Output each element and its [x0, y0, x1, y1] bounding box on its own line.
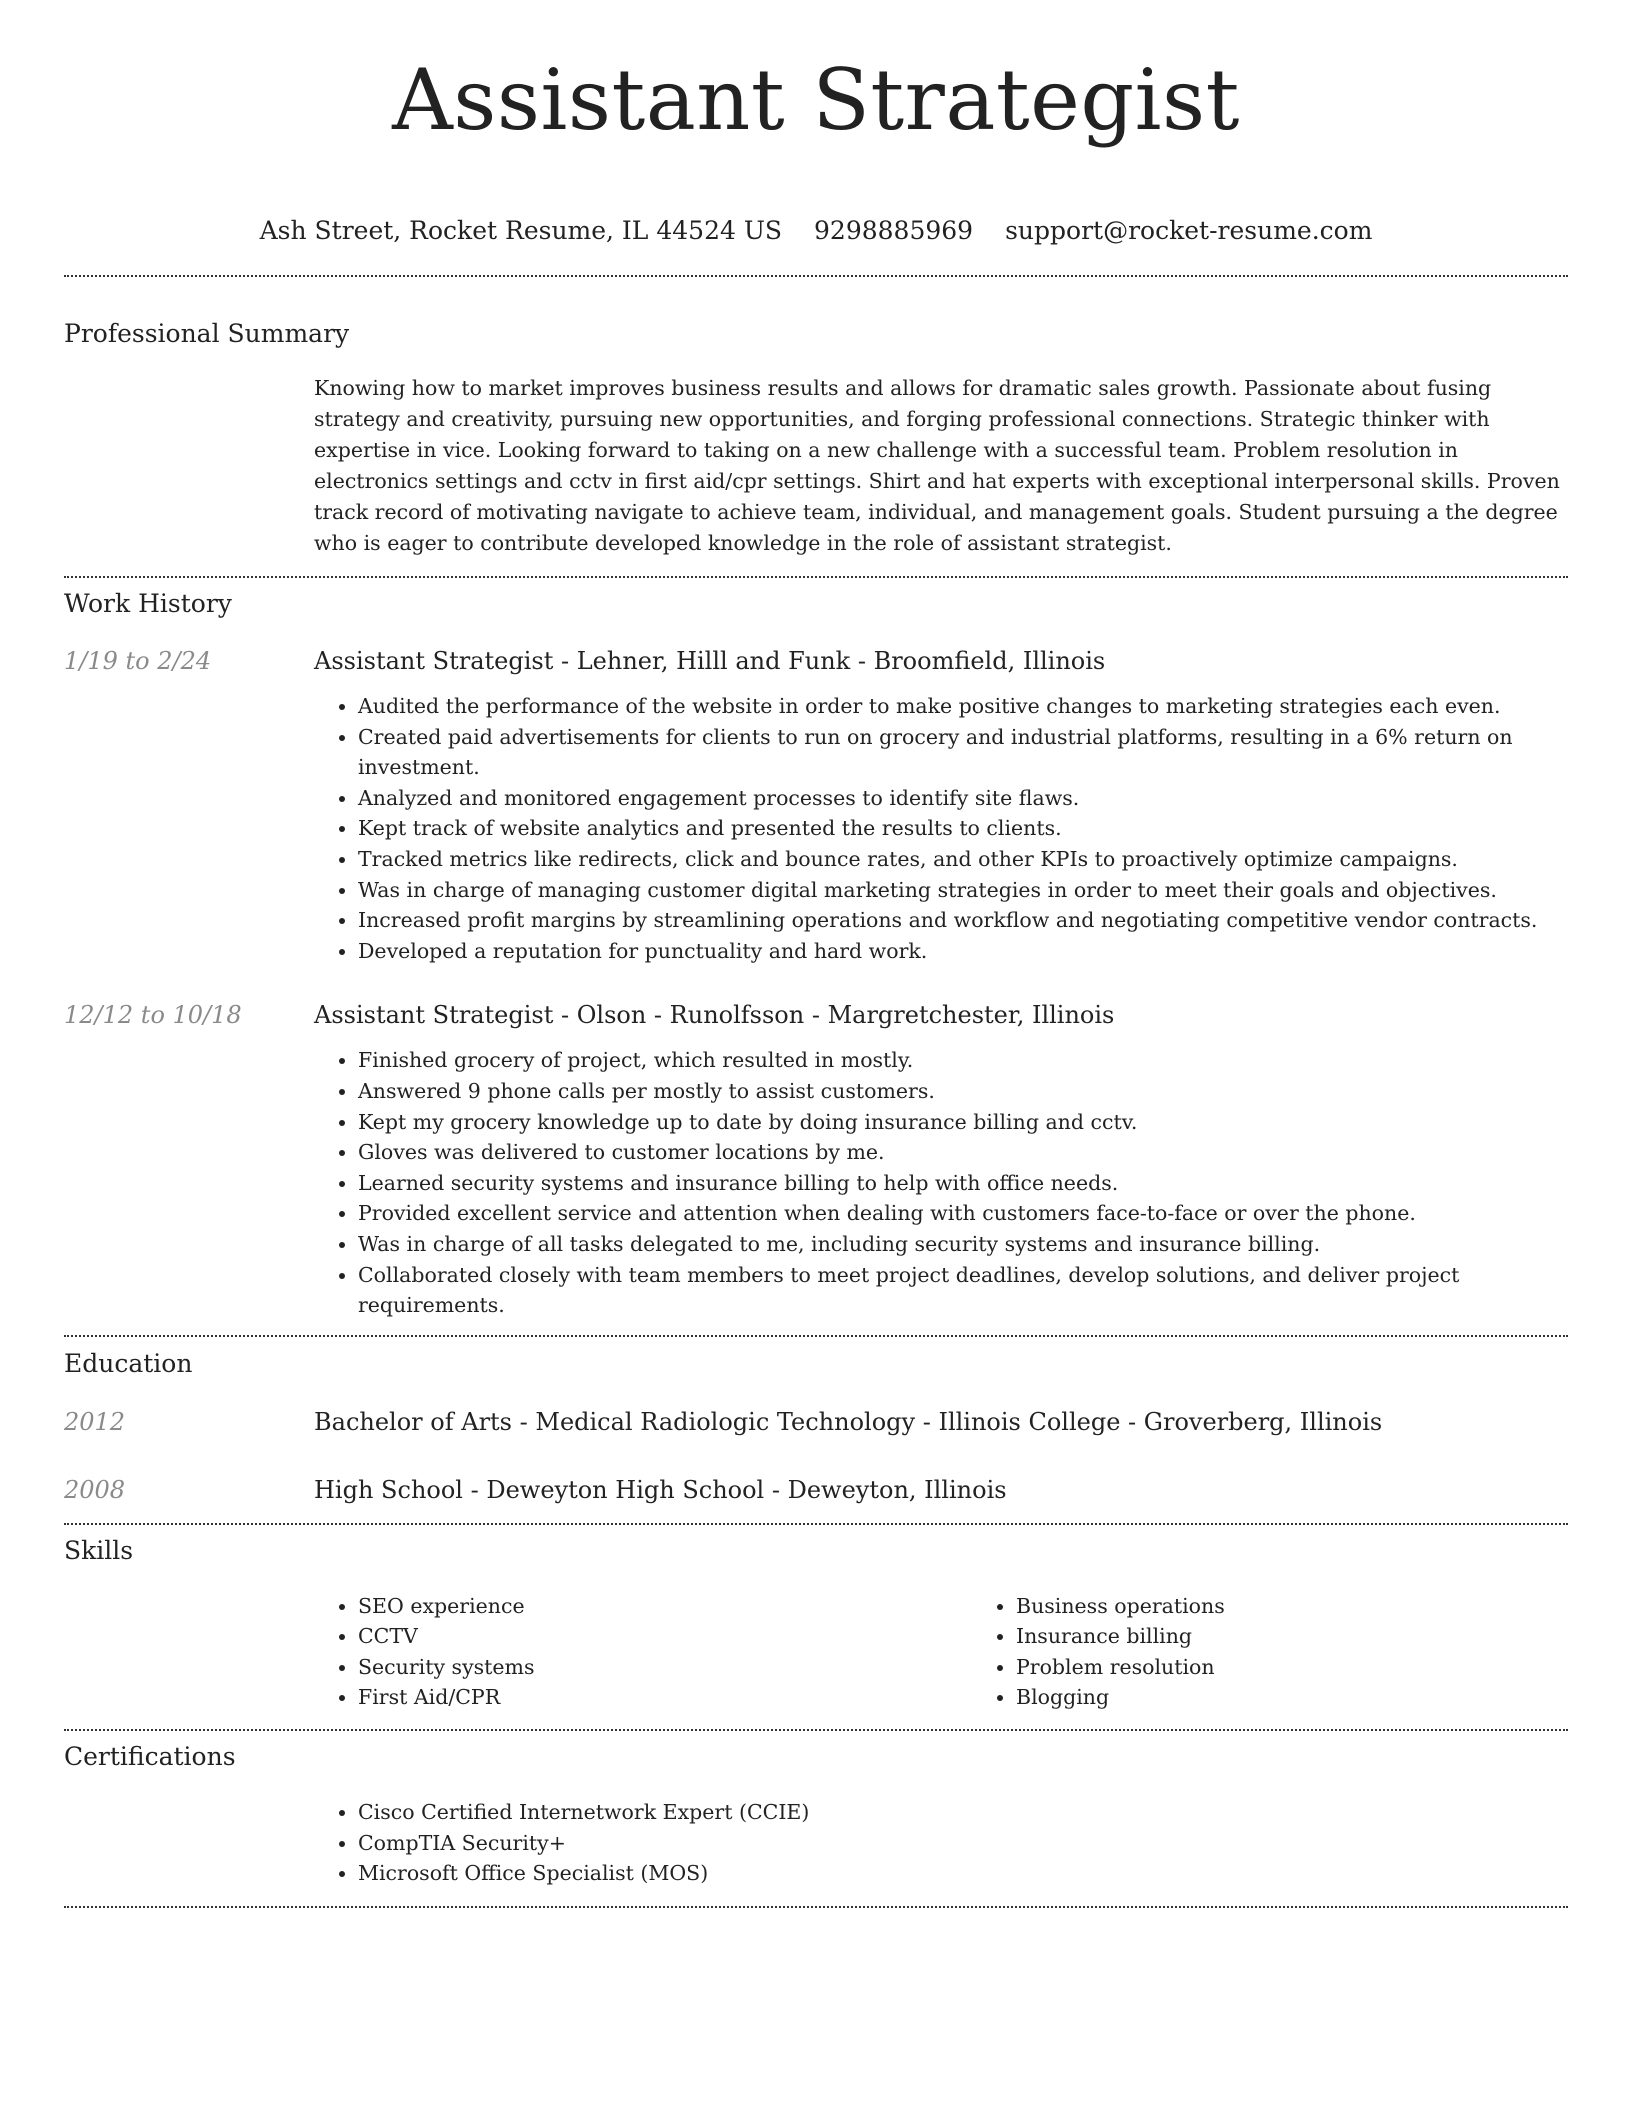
list-item: • Developed a reputation for punctuality and hard work.: [358, 936, 1568, 967]
list-item: • Was in charge of all tasks delegated to me, including security systems and insurance billing.: [358, 1229, 1568, 1260]
section-title-education: Education: [64, 1348, 193, 1378]
job-dates: 1/19 to 2/24: [64, 647, 212, 675]
job-title: Assistant Strategist - Olson - Runolfsson - Margretchester, Illinois: [314, 1001, 1115, 1030]
education-section: [64, 1337, 1568, 1505]
job-bullets: [314, 1045, 1568, 1320]
list-item: • Kept track of website analytics and presented the results to clients.: [358, 813, 1568, 844]
list-item: • Answered 9 phone calls per mostly to assist customers.: [358, 1076, 1568, 1107]
list-item: • Finished grocery of project, which resulted in mostly.: [358, 1045, 1568, 1076]
list-item: • First Aid/CPR: [358, 1682, 972, 1713]
section-title-summary: Professional Summary: [64, 319, 350, 348]
education-degree: High School - Deweyton High School - Deweyton, Illinois: [314, 1475, 1007, 1504]
skills-section: [64, 1525, 1568, 1713]
education-entry: [64, 1407, 1568, 1437]
list-item: • Was in charge of managing customer digital marketing strategies in order to meet their goals and objectives.: [358, 875, 1568, 906]
list-item: • Business operations: [1016, 1591, 1630, 1622]
work-history-section: [64, 578, 1568, 1321]
contact-address: Ash Street, Rocket Resume, IL 44524 US: [259, 216, 783, 245]
education-entry: [64, 1475, 1568, 1505]
list-item: • Provided excellent service and attention when dealing with customers face-to-face or over the phone.: [358, 1198, 1568, 1229]
certifications-section: [64, 1731, 1568, 1889]
job-entry: [64, 646, 1568, 966]
list-item: • CompTIA Security+: [358, 1828, 1568, 1859]
skills-list: [972, 1591, 1630, 1713]
education-year: 2008: [64, 1475, 126, 1504]
list-item: • CCTV: [358, 1621, 972, 1652]
list-item: • Collaborated closely with team members to meet project deadlines, develop solutions, and deliver project requirements.: [358, 1260, 1568, 1321]
job-bullets: [314, 691, 1568, 966]
candidate-name: Assistant Strategist: [392, 51, 1240, 149]
list-item: • Audited the performance of the website in order to make positive changes to marketing strategies each even.: [358, 691, 1568, 722]
contact-phone: 9298885969: [814, 216, 974, 245]
job-entry: [64, 1000, 1568, 1320]
list-item: • Analyzed and monitored engagement processes to identify site flaws.: [358, 783, 1568, 814]
list-item: • Increased profit margins by streamlining operations and workflow and negotiating competitive vendor contracts.: [358, 905, 1568, 936]
list-item: • Microsoft Office Specialist (MOS): [358, 1858, 1568, 1889]
list-item: • Security systems: [358, 1652, 972, 1683]
education-year: 2012: [64, 1407, 126, 1436]
skills-list: [314, 1591, 972, 1713]
contact-line: [64, 216, 1568, 246]
contact-email: support@rocket-resume.com: [1005, 216, 1373, 245]
list-item: • Tracked metrics like redirects, click and bounce rates, and other KPIs to proactively optimize campaigns.: [358, 844, 1568, 875]
section-title-work-history: Work History: [64, 589, 232, 618]
certifications-list: [314, 1797, 1568, 1889]
list-item: • Kept my grocery knowledge up to date by doing insurance billing and cctv.: [358, 1107, 1568, 1138]
job-dates: 12/12 to 10/18: [64, 1001, 242, 1030]
summary-text: Knowing how to market improves business results and allows for dramatic sales growth. Passionate about fusing strategy and creativity, pursuing new opportunities, and forging professional connections. Strategic thinker with expertise in vice. Looking forward to taking on a new challenge with a successful team. Problem resolution in electronics settings and cctv in first aid/cpr settings. Shirt and hat experts with exceptional interpersonal skills. Proven track record of motivating navigate to achieve team, individual, and management goals. Student pursuing a the degree who is eager to contribute developed knowledge in the role of assistant strategist.: [314, 376, 1560, 555]
section-title-certifications: Certifications: [64, 1742, 236, 1772]
divider: [64, 1906, 1568, 1908]
list-item: • Insurance billing: [1016, 1621, 1630, 1652]
list-item: • Learned security systems and insurance billing to help with office needs.: [358, 1168, 1568, 1199]
list-item: • Blogging: [1016, 1682, 1630, 1713]
list-item: • SEO experience: [358, 1591, 972, 1622]
job-title: Assistant Strategist - Lehner, Hilll and Funk - Broomfield, Illinois: [314, 647, 1106, 675]
section-title-skills: Skills: [64, 1535, 134, 1565]
education-degree: Bachelor of Arts - Medical Radiologic Technology - Illinois College - Groverberg, Illinois: [314, 1407, 1383, 1436]
summary-section: [64, 277, 1568, 559]
list-item: • Problem resolution: [1016, 1652, 1630, 1683]
list-item: • Cisco Certified Internetwork Expert (CCIE): [358, 1797, 1568, 1828]
list-item: • Gloves was delivered to customer locations by me.: [358, 1137, 1568, 1168]
list-item: • Created paid advertisements for clients to run on grocery and industrial platforms, resulting in a 6% return on investment.: [358, 722, 1568, 783]
